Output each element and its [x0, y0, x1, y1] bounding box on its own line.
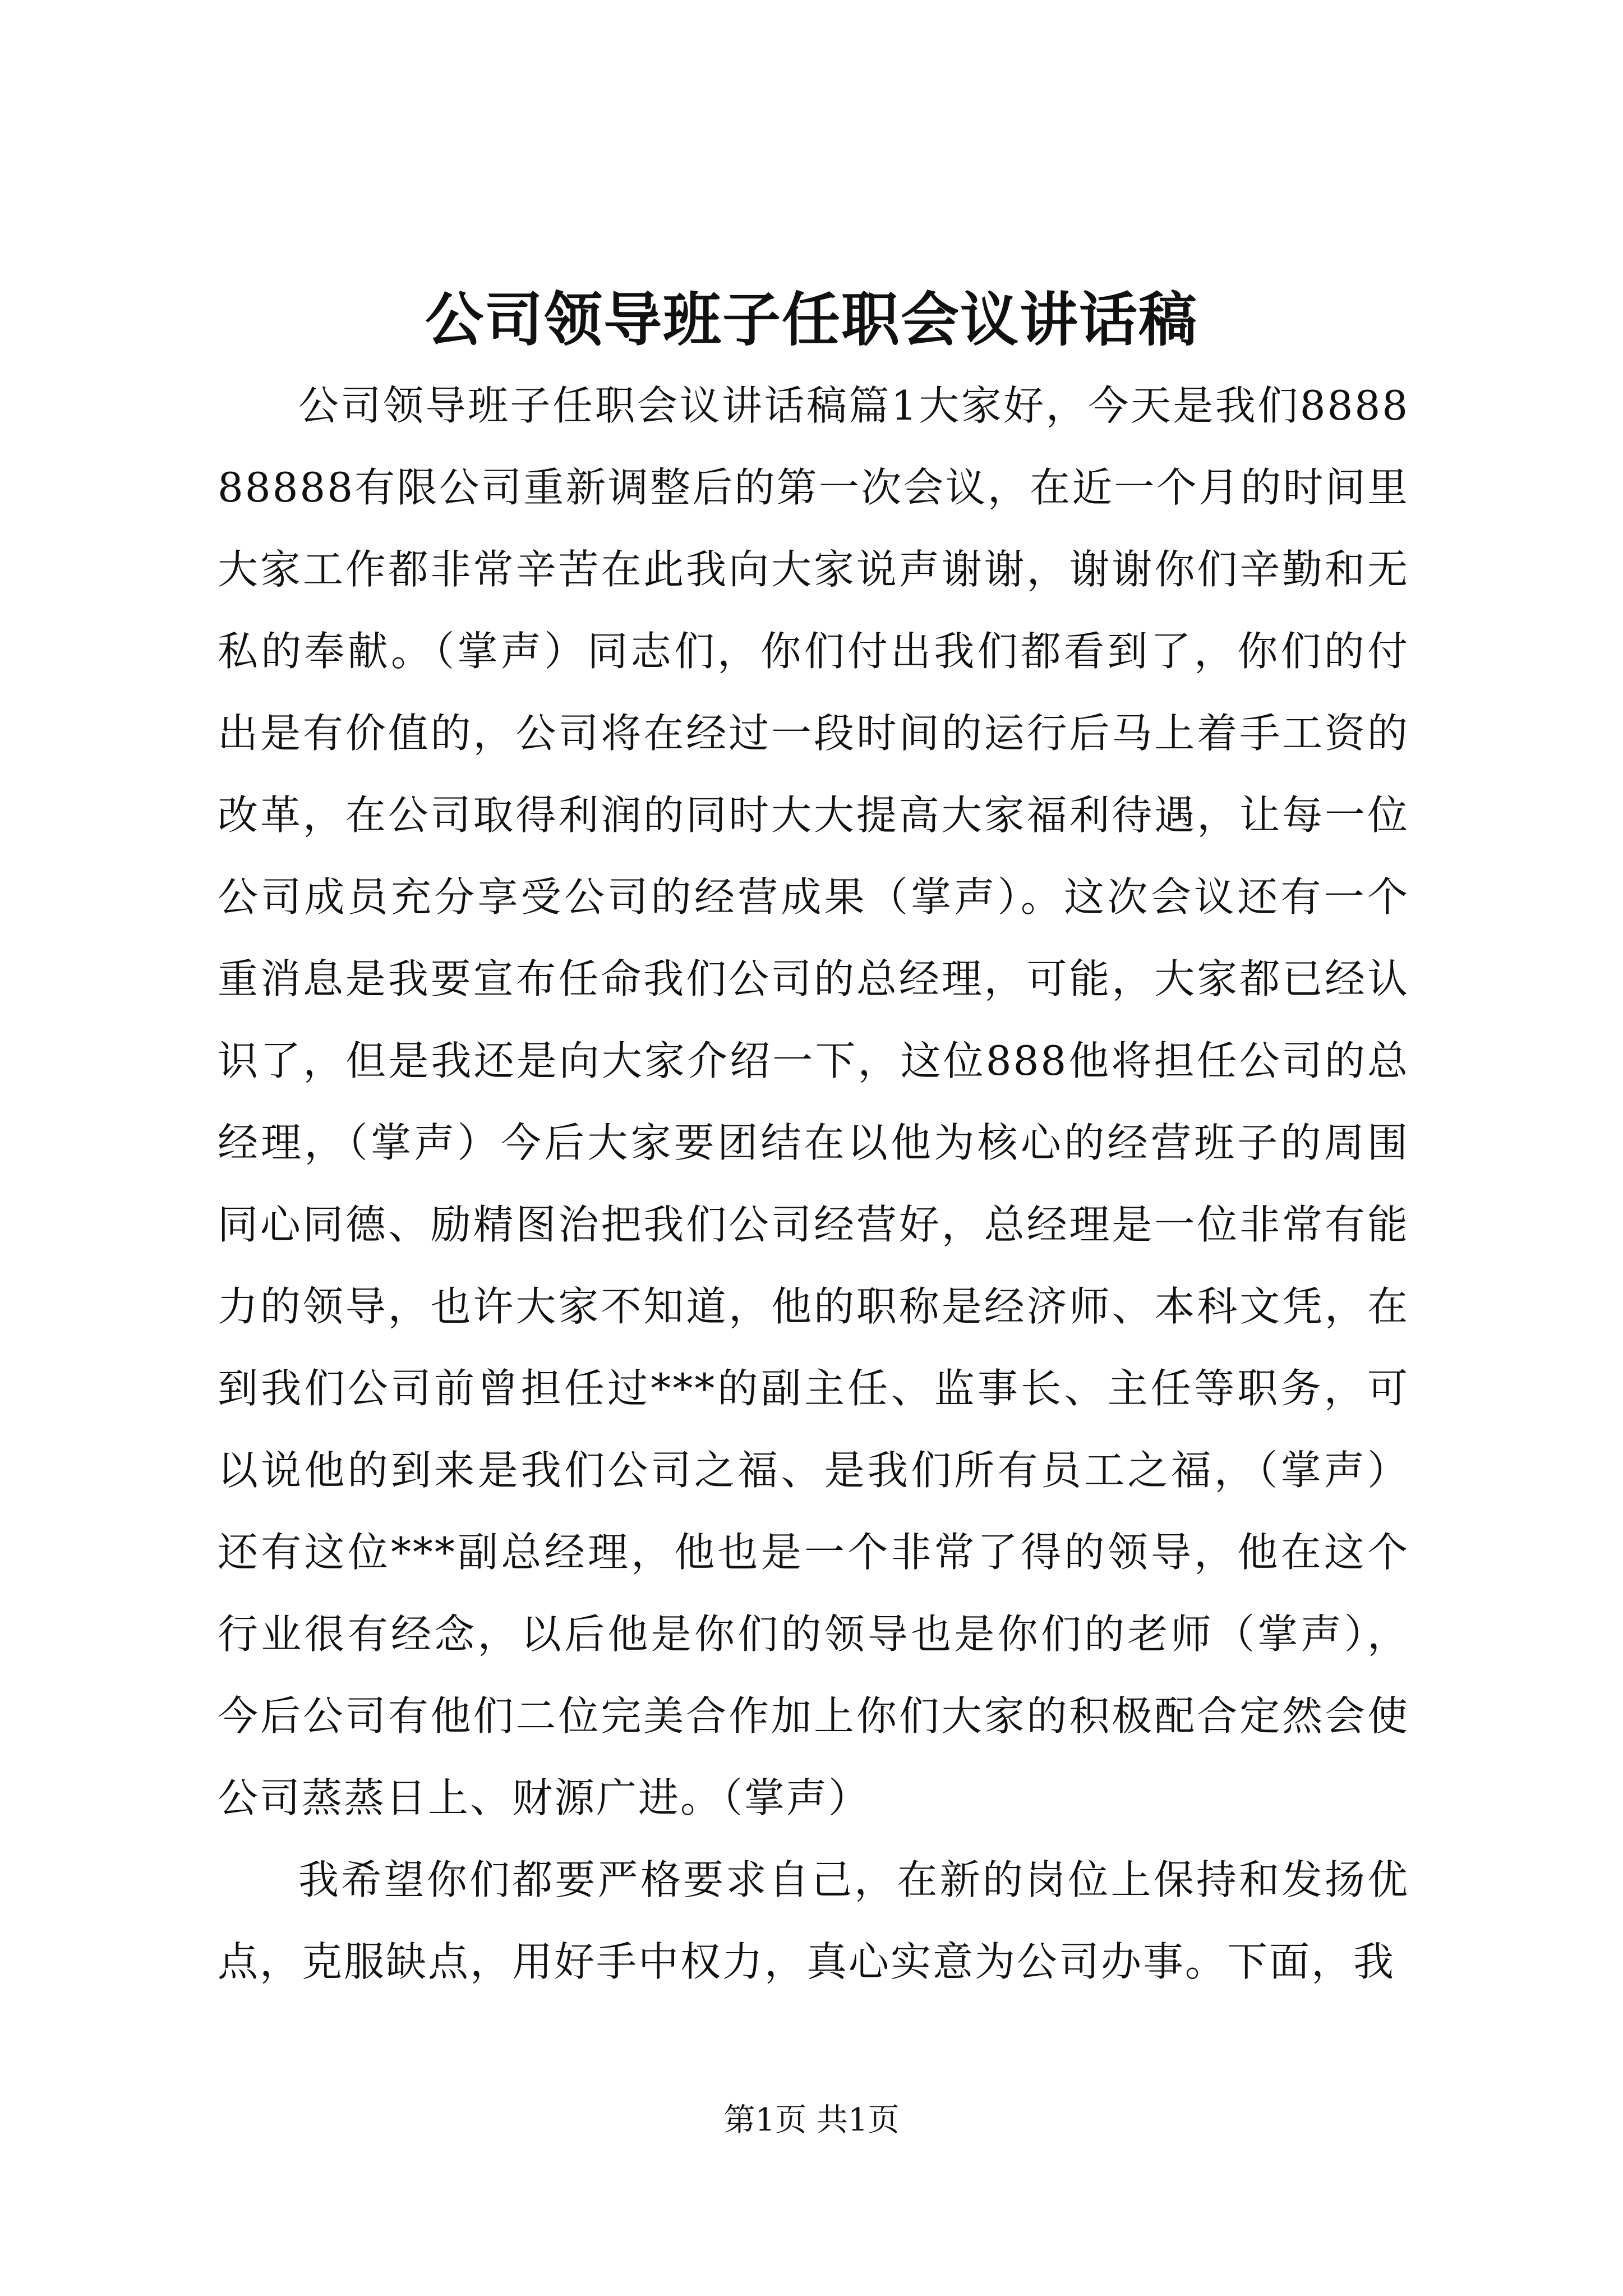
- document-title: 公司领导班子任职会议讲话稿: [425, 285, 1198, 354]
- paragraph-2: 我希望你们都要严格要求自己，在新的岗位上保持和发扬优点，克服缺点，用好手中权力，真心实意为公司办事。下面，我: [218, 1856, 1409, 1985]
- paragraph-1: 公司领导班子任职会议讲话稿篇1大家好，今天是我们888888888有限公司重新调整后的第一次会议，在近一个月的时间里大家工作都非常辛苦在此我向大家说声谢谢，谢谢你们辛勤和无私的奉献。（掌声）同志们，你们付出我们都看到了，你们的付出是有价值的，公司将在经过一段时间的运行后马上着手工资的改革，在公司取得利润的同时大大提高大家福利待遇，让每一位公司成员充分享受公司的经营成果（掌声）。这次会议还有一个重消息是我要宣布任命我们公司的总经理，可能，大家都已经认识了，但是我还是向大家介绍一下，这位888他将担任公司的总经理，（掌声）今后大家要团结在以他为核心的经营班子的周围同心同德、励精图治把我们公司经营好，总经理是一位非常有能力的领导，也许大家不知道，他的职称是经济师、本科文凭，在到我们公司前曾担任过***的副主任、监事长、主任等职务，可以说他的到来是我们公司之福、是我们所有员工之福，（掌声）还有这位***副总经理，他也是一个非常了得的领导，他在这个行业很有经念，以后他是你们的领导也是你们的老师（掌声），今后公司有他们二位完美合作加上你们大家的积极配合定然会使公司蒸蒸日上、财源广进。（掌声）: [218, 382, 1409, 1821]
- page-footer: 第1页 共1页: [723, 2102, 900, 2138]
- document-body: [218, 365, 1409, 2003]
